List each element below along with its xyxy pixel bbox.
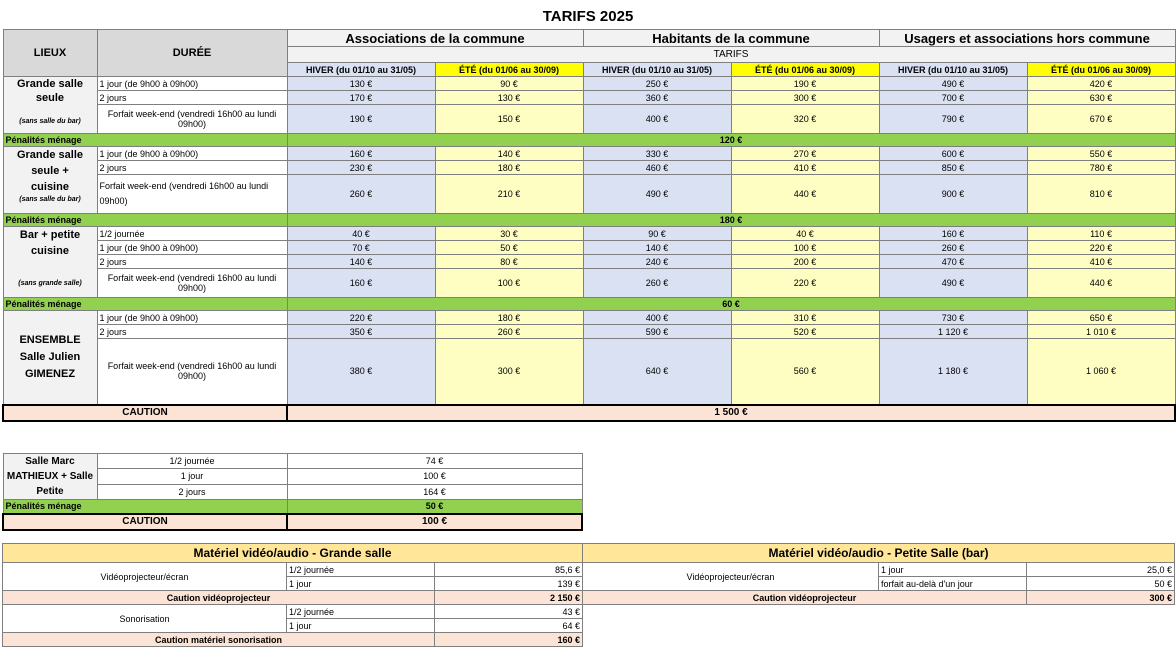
duree-cell: 2 jours bbox=[97, 484, 287, 499]
season-hiver: HIVER (du 01/10 au 31/05) bbox=[287, 63, 435, 77]
penalty-label: Pénalités ménage bbox=[3, 298, 287, 311]
caution-value: 100 € bbox=[287, 514, 582, 530]
penalty-value: 60 € bbox=[287, 298, 1175, 311]
penalty-label: Pénalités ménage bbox=[3, 500, 287, 514]
price-cell: 810 € bbox=[1027, 175, 1175, 214]
lieu-note: (sans salle du bar) bbox=[19, 118, 81, 125]
duree-cell: 1 jour bbox=[97, 469, 287, 484]
penalty-label: Pénalités ménage bbox=[3, 214, 287, 227]
season-ete: ÉTÉ (du 01/06 au 30/09) bbox=[731, 63, 879, 77]
price-cell: 164 € bbox=[287, 484, 582, 499]
price-cell: 590 € bbox=[583, 325, 731, 339]
price-cell: 40 € bbox=[287, 227, 435, 241]
price-cell: 270 € bbox=[731, 147, 879, 161]
group-header-usagers: Usagers et associations hors commune bbox=[879, 30, 1175, 47]
price-cell: 190 € bbox=[731, 77, 879, 91]
price-cell: 140 € bbox=[287, 255, 435, 269]
price-cell: 730 € bbox=[879, 311, 1027, 325]
price-cell: 300 € bbox=[731, 91, 879, 105]
caution-label: CAUTION bbox=[3, 405, 287, 421]
col-header-lieux: LIEUX bbox=[3, 30, 97, 77]
duree-cell: 1/2 journée bbox=[287, 563, 435, 577]
materiel-petite-table bbox=[582, 543, 1175, 605]
tarifs-table bbox=[2, 29, 1176, 422]
duree-cell: Forfait week-end (vendredi 16h00 au lundi 09h00) bbox=[97, 105, 287, 134]
price-cell: 520 € bbox=[731, 325, 879, 339]
price-cell: 150 € bbox=[435, 105, 583, 134]
price-cell: 410 € bbox=[731, 161, 879, 175]
price-cell: 170 € bbox=[287, 91, 435, 105]
price-cell: 25,0 € bbox=[1027, 563, 1175, 577]
duree-cell: forfait au-delà d'un jour bbox=[879, 577, 1027, 591]
price-cell: 320 € bbox=[731, 105, 879, 134]
price-cell: 400 € bbox=[583, 105, 731, 134]
group-header-associations: Associations de la commune bbox=[287, 30, 583, 47]
lieu-label: Grande salle seule bbox=[16, 78, 84, 104]
price-cell: 50 € bbox=[435, 241, 583, 255]
price-cell: 74 € bbox=[287, 454, 582, 469]
price-cell: 40 € bbox=[731, 227, 879, 241]
price-cell: 70 € bbox=[287, 241, 435, 255]
caution-sono-label: Caution matériel sonorisation bbox=[3, 633, 435, 647]
lieu-note: (sans salle du bar) bbox=[19, 196, 81, 203]
price-cell: 240 € bbox=[583, 255, 731, 269]
lieu-note: (sans grande salle) bbox=[18, 280, 82, 287]
penalty-value: 50 € bbox=[287, 500, 582, 514]
duree-cell: 2 jours bbox=[97, 161, 287, 175]
price-cell: 790 € bbox=[879, 105, 1027, 134]
video-label: Vidéoprojecteur/écran bbox=[583, 563, 879, 591]
price-cell: 180 € bbox=[435, 161, 583, 175]
caution-video-value: 2 150 € bbox=[435, 591, 583, 605]
price-cell: 85,6 € bbox=[435, 563, 583, 577]
price-cell: 30 € bbox=[435, 227, 583, 241]
price-cell: 850 € bbox=[879, 161, 1027, 175]
price-cell: 110 € bbox=[1027, 227, 1175, 241]
price-cell: 140 € bbox=[435, 147, 583, 161]
price-cell: 130 € bbox=[435, 91, 583, 105]
caution-video-value: 300 € bbox=[1027, 591, 1175, 605]
price-cell: 490 € bbox=[583, 175, 731, 214]
duree-cell: Forfait week-end (vendredi 16h00 au lundi 09h00) bbox=[97, 175, 287, 214]
price-cell: 420 € bbox=[1027, 77, 1175, 91]
price-cell: 440 € bbox=[731, 175, 879, 214]
price-cell: 650 € bbox=[1027, 311, 1175, 325]
price-cell: 260 € bbox=[287, 175, 435, 214]
price-cell: 780 € bbox=[1027, 161, 1175, 175]
penalty-value: 120 € bbox=[287, 134, 1175, 147]
duree-cell: 1/2 journée bbox=[97, 227, 287, 241]
duree-cell: 1 jour bbox=[287, 619, 435, 633]
price-cell: 490 € bbox=[879, 77, 1027, 91]
price-cell: 190 € bbox=[287, 105, 435, 134]
price-cell: 260 € bbox=[879, 241, 1027, 255]
price-cell: 80 € bbox=[435, 255, 583, 269]
caution-label: CAUTION bbox=[3, 514, 287, 530]
price-cell: 230 € bbox=[287, 161, 435, 175]
price-cell: 1 180 € bbox=[879, 339, 1027, 405]
price-cell: 640 € bbox=[583, 339, 731, 405]
price-cell: 90 € bbox=[435, 77, 583, 91]
price-cell: 460 € bbox=[583, 161, 731, 175]
price-cell: 470 € bbox=[879, 255, 1027, 269]
caution-video-label: Caution vidéoprojecteur bbox=[3, 591, 435, 605]
price-cell: 160 € bbox=[287, 147, 435, 161]
price-cell: 100 € bbox=[287, 469, 582, 484]
season-ete: ÉTÉ (du 01/06 au 30/09) bbox=[435, 63, 583, 77]
price-cell: 90 € bbox=[583, 227, 731, 241]
materiel-grande-table bbox=[2, 543, 583, 647]
price-cell: 139 € bbox=[435, 577, 583, 591]
price-cell: 630 € bbox=[1027, 91, 1175, 105]
season-hiver: HIVER (du 01/10 au 31/05) bbox=[879, 63, 1027, 77]
duree-cell: 1 jour (de 9h00 à 09h00) bbox=[97, 147, 287, 161]
duree-cell: 1 jour (de 9h00 à 09h00) bbox=[97, 241, 287, 255]
tarifs-subheader: TARIFS bbox=[287, 47, 1175, 63]
price-cell: 380 € bbox=[287, 339, 435, 405]
lieu-label: Grande salle seule + cuisine bbox=[16, 149, 84, 193]
duree-cell: 1/2 journée bbox=[287, 605, 435, 619]
materiel-petite-title: Matériel vidéo/audio - Petite Salle (bar) bbox=[583, 544, 1175, 563]
sono-label: Sonorisation bbox=[3, 605, 287, 633]
page-title: TARIFS 2025 bbox=[542, 8, 634, 25]
price-cell: 410 € bbox=[1027, 255, 1175, 269]
price-cell: 140 € bbox=[583, 241, 731, 255]
duree-cell: 1/2 journée bbox=[97, 454, 287, 469]
price-cell: 220 € bbox=[287, 311, 435, 325]
price-cell: 490 € bbox=[879, 269, 1027, 298]
salle-marc-table bbox=[2, 453, 583, 531]
price-cell: 100 € bbox=[731, 241, 879, 255]
price-cell: 550 € bbox=[1027, 147, 1175, 161]
price-cell: 560 € bbox=[731, 339, 879, 405]
group-header-habitants: Habitants de la commune bbox=[583, 30, 879, 47]
price-cell: 600 € bbox=[879, 147, 1027, 161]
price-cell: 210 € bbox=[435, 175, 583, 214]
lieu-grande-salle bbox=[3, 77, 97, 134]
duree-cell: 2 jours bbox=[97, 91, 287, 105]
price-cell: 300 € bbox=[435, 339, 583, 405]
lieu-label: Bar + petite cuisine bbox=[19, 229, 81, 257]
price-cell: 360 € bbox=[583, 91, 731, 105]
price-cell: 1 010 € bbox=[1027, 325, 1175, 339]
duree-cell: 1 jour bbox=[879, 563, 1027, 577]
price-cell: 1 120 € bbox=[879, 325, 1027, 339]
price-cell: 700 € bbox=[879, 91, 1027, 105]
price-cell: 1 060 € bbox=[1027, 339, 1175, 405]
price-cell: 670 € bbox=[1027, 105, 1175, 134]
materiel-grande-title: Matériel vidéo/audio - Grande salle bbox=[3, 544, 583, 563]
duree-cell: 2 jours bbox=[97, 325, 287, 339]
season-ete: ÉTÉ (du 01/06 au 30/09) bbox=[1027, 63, 1175, 77]
season-hiver: HIVER (du 01/10 au 31/05) bbox=[583, 63, 731, 77]
price-cell: 64 € bbox=[435, 619, 583, 633]
caution-value: 1 500 € bbox=[287, 405, 1175, 421]
price-cell: 160 € bbox=[287, 269, 435, 298]
duree-cell: 1 jour bbox=[287, 577, 435, 591]
lieu-bar-petite-cuisine bbox=[3, 227, 97, 298]
price-cell: 50 € bbox=[1027, 577, 1175, 591]
price-cell: 250 € bbox=[583, 77, 731, 91]
price-cell: 330 € bbox=[583, 147, 731, 161]
price-cell: 310 € bbox=[731, 311, 879, 325]
duree-cell: 1 jour (de 9h00 à 09h00) bbox=[97, 311, 287, 325]
price-cell: 220 € bbox=[1027, 241, 1175, 255]
price-cell: 440 € bbox=[1027, 269, 1175, 298]
price-cell: 260 € bbox=[435, 325, 583, 339]
price-cell: 200 € bbox=[731, 255, 879, 269]
video-label: Vidéoprojecteur/écran bbox=[3, 563, 287, 591]
price-cell: 400 € bbox=[583, 311, 731, 325]
price-cell: 100 € bbox=[435, 269, 583, 298]
caution-video-label: Caution vidéoprojecteur bbox=[583, 591, 1027, 605]
caution-sono-value: 160 € bbox=[435, 633, 583, 647]
duree-cell: Forfait week-end (vendredi 16h00 au lundi 09h00) bbox=[97, 269, 287, 298]
duree-cell: Forfait week-end (vendredi 16h00 au lundi 09h00) bbox=[97, 339, 287, 405]
lieu-salle-marc: Salle Marc MATHIEUX + Salle Petite bbox=[3, 454, 97, 500]
price-cell: 180 € bbox=[435, 311, 583, 325]
duree-cell: 2 jours bbox=[97, 255, 287, 269]
price-cell: 350 € bbox=[287, 325, 435, 339]
price-cell: 260 € bbox=[583, 269, 731, 298]
lieu-label: ENSEMBLE Salle Julien GIMENEZ bbox=[19, 333, 81, 380]
price-cell: 160 € bbox=[879, 227, 1027, 241]
lieu-grande-salle-cuisine bbox=[3, 147, 97, 214]
price-cell: 43 € bbox=[435, 605, 583, 619]
penalty-label: Pénalités ménage bbox=[3, 134, 287, 147]
price-cell: 900 € bbox=[879, 175, 1027, 214]
penalty-value: 180 € bbox=[287, 214, 1175, 227]
price-cell: 130 € bbox=[287, 77, 435, 91]
price-cell: 220 € bbox=[731, 269, 879, 298]
lieu-ensemble bbox=[3, 311, 97, 405]
duree-cell: 1 jour (de 9h00 à 09h00) bbox=[97, 77, 287, 91]
col-header-duree: DURÉE bbox=[97, 30, 287, 77]
